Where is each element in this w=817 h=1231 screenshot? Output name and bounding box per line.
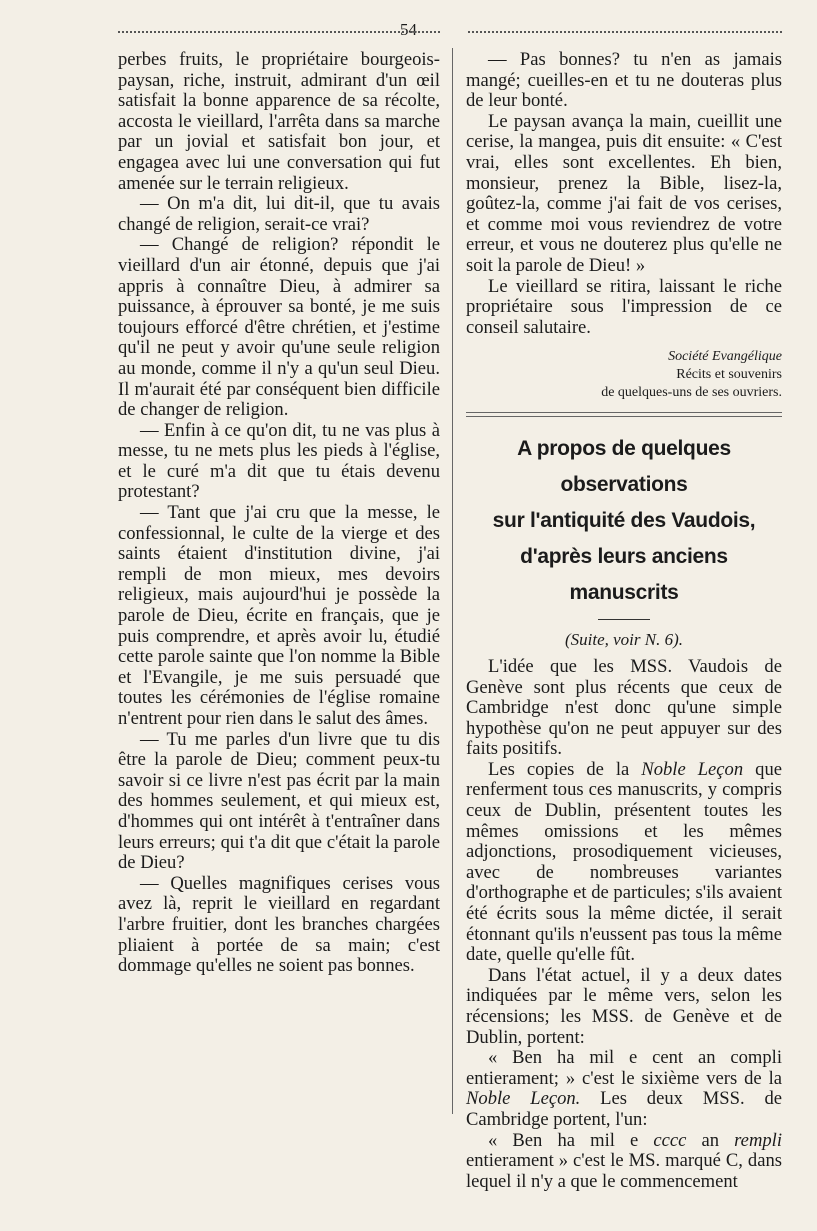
article-title-line: d'après leurs anciens manuscrits <box>520 545 728 605</box>
source-attribution <box>466 348 782 402</box>
text-run: Les deux MSS. de Cambridge portent, l'un: <box>466 1088 782 1130</box>
left-column <box>118 50 440 977</box>
italic-text: rempli <box>734 1129 782 1151</box>
column-divider <box>452 48 453 1114</box>
right-column <box>466 50 782 1192</box>
paragraph: perbes fruits, le propriétaire bourgeois-paysan, riche, instruit, admirant d'un œil satisfait la bonne apparence de sa récolte, accosta le vieillard, l'arrêta dans sa marche par un jovial et satisfait bon jour, et engagea avec lui une conversation qui fut amenée sur le terrain religieux. <box>118 49 440 194</box>
continuation-note: (Suite, voir N. 6). <box>564 630 684 650</box>
paragraph: Le paysan avança la main, cueillit une cerise, la mangea, puis dit ensuite: « C'est vrai, elles sont excellentes. Eh bien, monsieur, prenez la Bible, lisez-la, goûtez-la, comme j'ai fait de vos cerises, et comme moi vous reviendrez de votre erreur, et vous ne douterez plus qu'elle ne soit la parole de Dieu! » <box>466 110 782 276</box>
source-subtitle: de quelques-uns de ses ouvriers. <box>601 385 782 401</box>
italic-text: cccc <box>653 1129 687 1151</box>
text-run: « Ben ha mil e <box>488 1129 654 1151</box>
section-separator <box>466 412 782 417</box>
title-dash <box>598 619 650 620</box>
paragraph: — Changé de religion? répondit le vieillard d'un air étonné, depuis que j'ai appris à connaître Dieu, à admirer sa puissance, à éprouver sa bonté, je me suis toujours efforcé d'être chrétien, et j'estime qu'il ne peut y avoir qu'une seule religion au monde, comme il n'y a qu'un seul Dieu. Il m'aurait été par conséquent bien difficile de changer de religion. <box>118 234 440 421</box>
source-title: Récits et souvenirs <box>676 367 782 383</box>
source-society: Société Evangélique <box>668 349 782 365</box>
text-run: Les copies de la <box>488 758 642 780</box>
italic-text: Noble Leçon. <box>466 1088 581 1110</box>
italic-text: Noble Leçon <box>641 758 744 780</box>
paragraph: — Quelles magnifiques cerises vous avez là, reprit le vieillard en regardant l'arbre fruitier, dont les branches chargées pliaient à portée de sa main; c'est dommage qu'elles ne soient pas bonnes. <box>118 872 440 977</box>
paragraph: — Pas bonnes? tu n'en as jamais mangé; cueilles-en et tu ne douteras plus de leur bonté. <box>466 49 782 112</box>
paragraph: — Enfin à ce qu'on dit, tu ne vas plus à messe, tu ne mets plus les pieds à l'église, et le curé m'a dit que tu étais devenu protestant? <box>118 419 440 503</box>
text-run: « Ben ha mil e cent an compli entierament; » c'est le sixième vers de la <box>466 1047 782 1089</box>
header-rule-right <box>468 31 782 33</box>
paragraph <box>466 1048 782 1130</box>
paragraph: — Tu me parles d'un livre que tu dis être la parole de Dieu; comment peux-tu savoir si ce livre n'est pas écrit par la main des hommes seulement, et qui mieux est, d'hommes qui ont intérêt à t'entraîner dans leurs erreurs; qui t'a dit que c'était la parole de Dieu? <box>118 728 440 874</box>
paragraph: — Tant que j'ai cru que la messe, le confessionnal, le culte de la vierge et des saints étaient d'institution divine, j'ai rempli de mon mieux, mes devoirs religieux, mais aujourd'hui je possède la parole de Dieu, écrite en français, que je puis comprendre, et après avoir lu, étudié cette parole sainte que l'on nomme la Bible et l'Evangile, je me suis persuadé que toutes les cérémonies de l'église romaine n'entrent pour rien dans le salut des âmes. <box>118 502 440 729</box>
article-title-line: A propos de quelques observations <box>517 437 731 497</box>
paragraph <box>466 1131 782 1193</box>
text-run: entierament » c'est le MS. marqué C, dans lequel il n'y a que le commencement <box>466 1150 782 1192</box>
header-rule-left <box>118 31 440 33</box>
paragraph: L'idée que les MSS. Vaudois de Genève sont plus récents que ceux de Cambridge n'est donc qu'une simple hypothèse qu'on ne peut appuyer sur des faits positifs. <box>466 655 782 760</box>
article-title-line: sur l'antiquité des Vaudois, <box>492 509 756 533</box>
page-number: 54 <box>400 20 417 39</box>
text-run: que renferment tous ces manuscrits, y compris ceux de Dublin, présentent toutes les mêmes omissions et les mêmes adjonctions, prosodiquement vicieuses, avec de nombreuses variantes d'orthographe et de particules; s'ils avaient été écrits sous la même dictée, il serait étonnant qu'ils n'eussent pas tous la même date, quelle qu'elle fût. <box>466 758 782 966</box>
paragraph: — On m'a dit, lui dit-il, que tu avais changé de religion, serait-ce vrai? <box>118 193 440 235</box>
paragraph: Le vieillard se ritira, laissant le riche propriétaire sous l'impression de ce conseil salutaire. <box>466 275 782 338</box>
paragraph <box>466 760 782 966</box>
paragraph: Dans l'état actuel, il y a deux dates indiquées par le même vers, selon les récensions; les MSS. de Genève et de Dublin, portent: <box>466 964 782 1048</box>
article-title <box>466 431 782 611</box>
text-run: an <box>686 1129 735 1151</box>
